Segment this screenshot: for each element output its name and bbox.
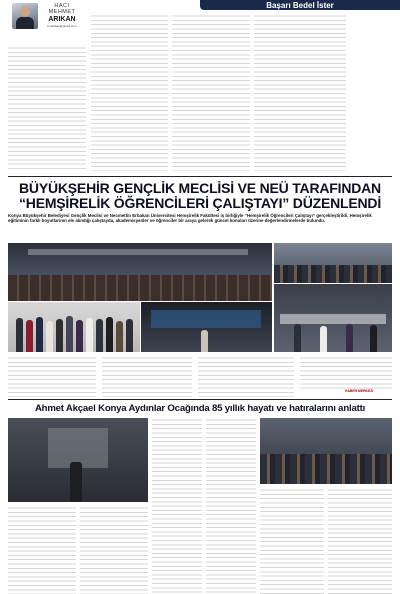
main-body-col-4: [300, 356, 392, 389]
main-headline-line1: BÜYÜKŞEHİR GENÇLİK MECLİSİ VE NEÜ TARAFINDAN: [19, 180, 381, 196]
section-divider-mid: [8, 399, 392, 400]
second-body-col-3: [8, 506, 76, 594]
columnist-first-name: HACI: [54, 3, 70, 9]
column-title-bar: [200, 0, 400, 10]
columnist-email: hmarikan@gmail.com: [47, 24, 77, 28]
main-body-col-2: [102, 356, 192, 397]
main-headline: [4, 181, 396, 211]
second-body-col-4: [80, 506, 148, 594]
column-text-1: [8, 46, 86, 171]
columnist-name: [42, 3, 82, 28]
column-text-2: [91, 14, 168, 171]
column-text-3: [172, 14, 250, 171]
columnist-box: [8, 3, 42, 45]
main-headline-line2: “HEMŞİRELİK ÖĞRENCİLERİ ÇALIŞTAYI” DÜZENLENDİ: [18, 195, 382, 211]
second-photo-audience: [260, 418, 392, 484]
main-photo-audience: [274, 243, 392, 283]
column-text-4: [254, 14, 346, 171]
second-body-col-2: [206, 418, 256, 594]
main-body-col-1: [8, 356, 96, 397]
second-body-col-6: [328, 488, 392, 594]
section-divider-top: [8, 176, 392, 177]
column-title: Başarı Bedel İster: [266, 0, 334, 10]
second-body-col-1: [152, 418, 202, 594]
columnist-surname: ARIKAN: [48, 16, 76, 23]
main-photo-group: [8, 302, 140, 352]
columnist-last-name: MEHMET: [48, 9, 76, 15]
main-photo-speaker: [141, 302, 272, 352]
main-body-col-3: [198, 356, 294, 397]
second-headline: Ahmet Akçael Konya Aydınlar Ocağında 85 yıllık hayatı ve hatıralarını anlattı: [34, 403, 366, 414]
second-photo-main: [8, 418, 148, 502]
columnist-photo: [12, 3, 38, 29]
main-photo-hall: [8, 243, 272, 301]
main-byline: HABER MERKEZI: [345, 389, 374, 393]
main-photo-panel: [274, 284, 392, 352]
main-subhead: Konya Büyükşehir Belediyesi Gençlik Meclisi ve Necmettin Erbakan Üniversitesi Hemşirelik Fakültesi iş birliğiyle “Hemşirelik Öğrencileri Çalıştayı” gerçekleştirildi. Hemşirelik eğitiminin farklı boyutlarının ele alındığı çalıştayda, akademisyenler ve öğrenciler bir araya gelerek güncel konuları üzerine değerlendirmelerde bulundu.: [8, 213, 372, 224]
second-body-col-5: [260, 488, 324, 594]
